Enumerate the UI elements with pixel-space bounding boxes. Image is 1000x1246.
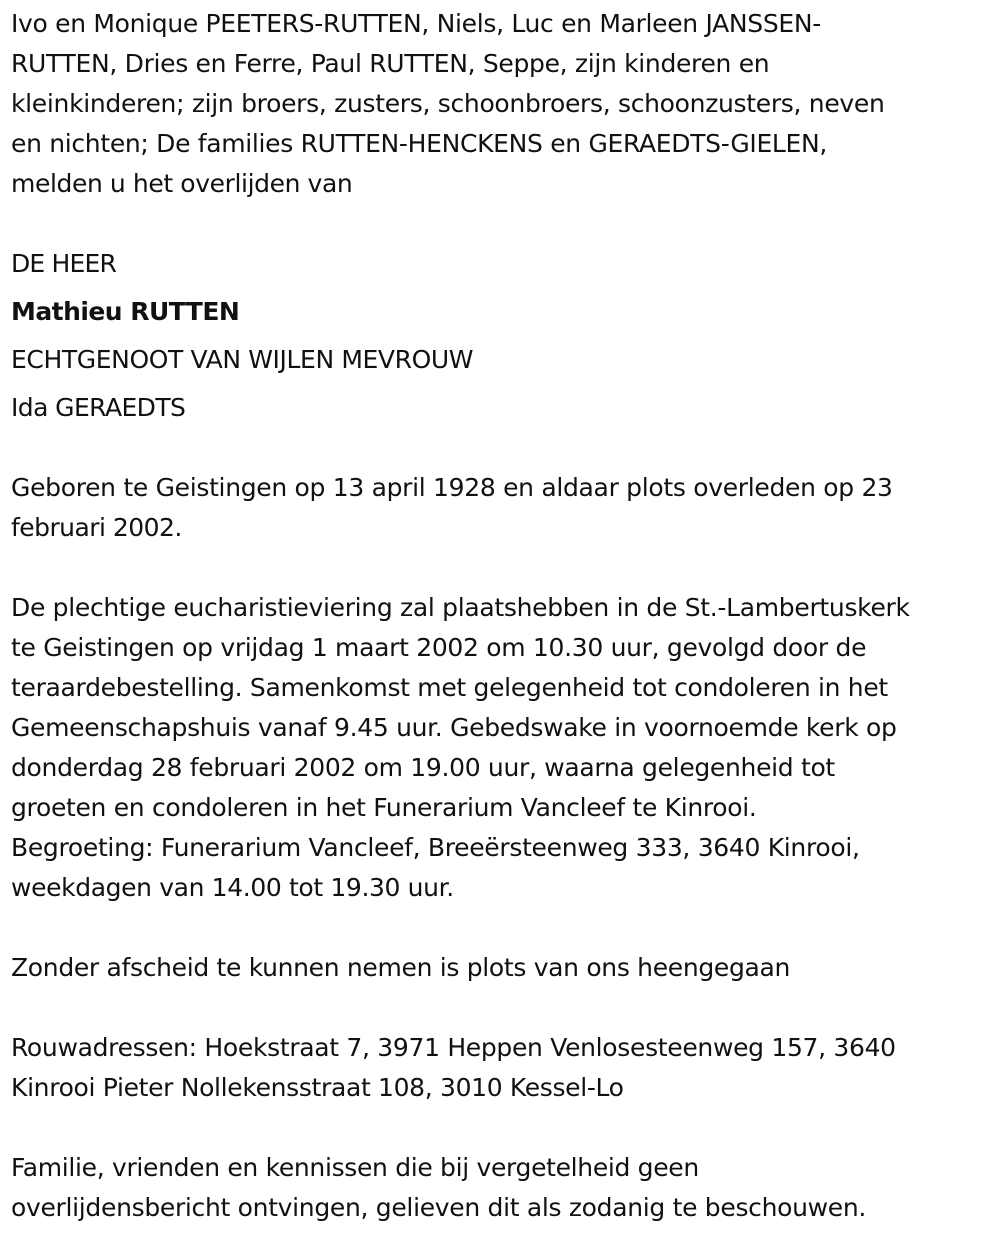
closing-line: overlijdensbericht ontvingen, gelieven dit als zodanig te beschouwen. [11,1193,867,1222]
title-prefix: DE HEER [11,249,117,278]
ceremony-line: De plechtige eucharistieviering zal plaatshebben in de St.-Lambertuskerk [11,593,910,622]
address-line: Rouwadressen: Hoekstraat 7, 3971 Heppen Venlosesteenweg 157, 3640 [11,1033,896,1062]
intro-line: kleinkinderen; zijn broers, zusters, schoonbroers, schoonzusters, neven [11,89,885,118]
deceased-header [11,240,1000,432]
closing-line: Familie, vrienden en kennissen die bij vergetelheid geen [11,1153,699,1182]
intro-line: Ivo en Monique PEETERS-RUTTEN, Niels, Luc en Marleen JANSSEN- [11,9,821,38]
birth-paragraph [11,468,1000,548]
spouse-name: Ida GERAEDTS [11,393,186,422]
birth-line: februari 2002. [11,513,182,542]
ceremony-line: weekdagen van 14.00 tot 19.30 uur. [11,873,454,902]
intro-paragraph [11,4,1000,204]
farewell-line: Zonder afscheid te kunnen nemen is plots van ons heengegaan [11,953,791,982]
deceased-name: Mathieu RUTTEN [11,297,240,326]
ceremony-paragraph [11,588,1000,908]
addresses-paragraph [11,1028,1000,1108]
ceremony-line: groeten en condoleren in het Funerarium Vancleef te Kinrooi. [11,793,757,822]
ceremony-line: Gemeenschapshuis vanaf 9.45 uur. Gebedswake in voornoemde kerk op [11,713,897,742]
ceremony-line: te Geistingen op vrijdag 1 maart 2002 om 10.30 uur, gevolgd door de [11,633,867,662]
relation-line: ECHTGENOOT VAN WIJLEN MEVROUW [11,345,474,374]
intro-line: RUTTEN, Dries en Ferre, Paul RUTTEN, Seppe, zijn kinderen en [11,49,770,78]
ceremony-line: teraardebestelling. Samenkomst met gelegenheid tot condoleren in het [11,673,888,702]
farewell-paragraph [11,948,1000,988]
birth-line: Geboren te Geistingen op 13 april 1928 en aldaar plots overleden op 23 [11,473,893,502]
address-line: Kinrooi Pieter Nollekensstraat 108, 3010 Kessel-Lo [11,1073,624,1102]
intro-line: en nichten; De families RUTTEN-HENCKENS en GERAEDTS-GIELEN, [11,129,828,158]
intro-line: melden u het overlijden van [11,169,353,198]
ceremony-line: donderdag 28 februari 2002 om 19.00 uur, waarna gelegenheid tot [11,753,835,782]
ceremony-line: Begroeting: Funerarium Vancleef, Breeërsteenweg 333, 3640 Kinrooi, [11,833,860,862]
closing-paragraph [11,1148,1000,1228]
